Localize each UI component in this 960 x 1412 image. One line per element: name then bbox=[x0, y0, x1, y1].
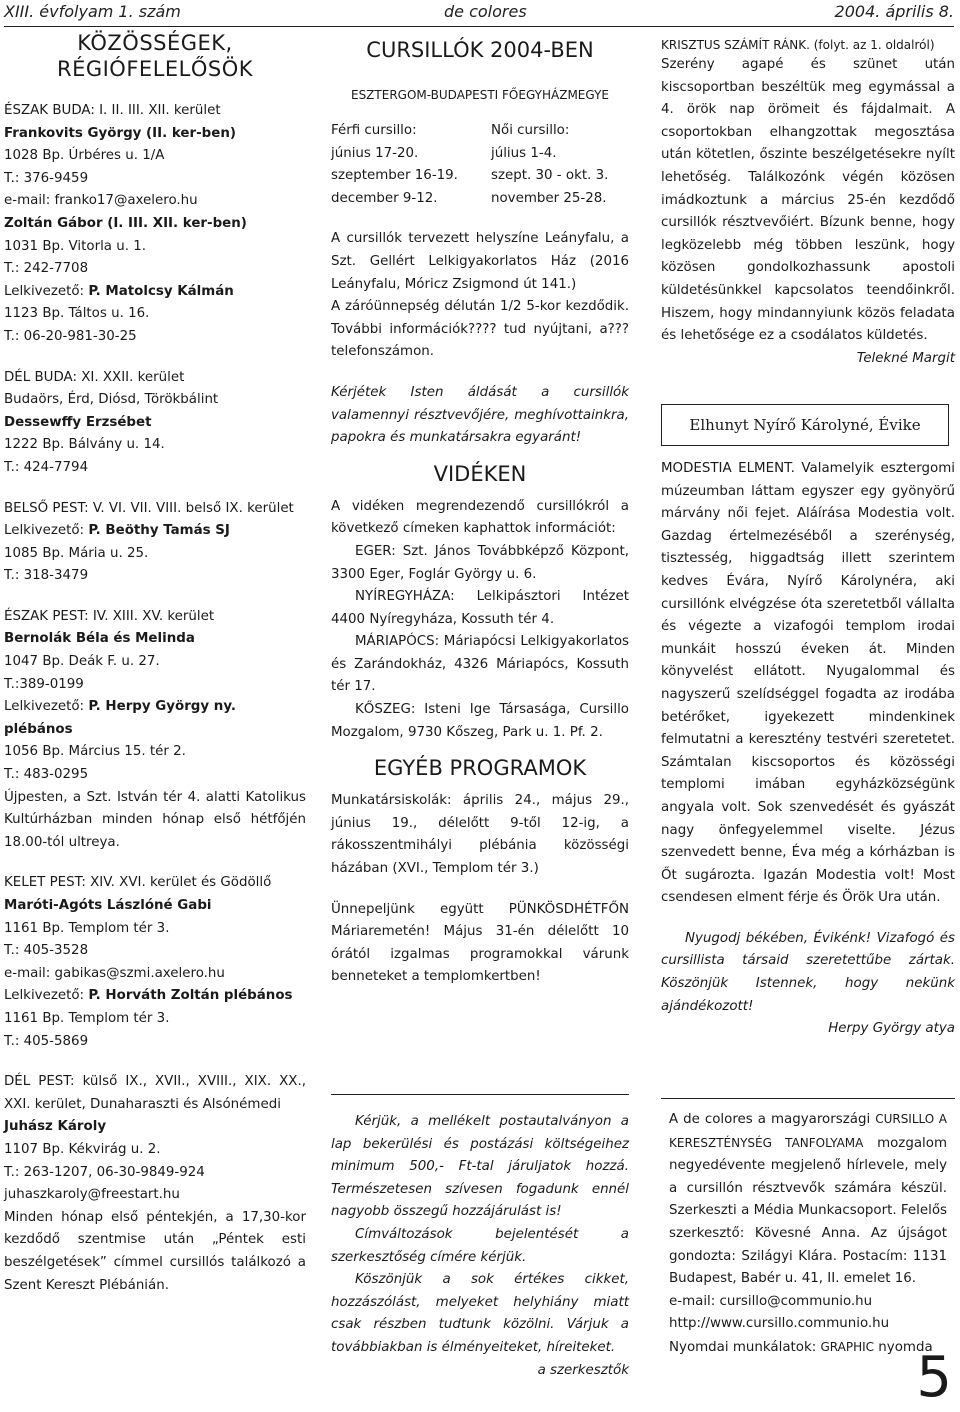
address: 1222 Bp. Bálvány u. 14. bbox=[4, 437, 165, 453]
spiritual-leader bbox=[4, 696, 306, 741]
address: 1161 Bp. Templom tér 3. bbox=[4, 920, 170, 936]
address: 1028 Bp. Úrbéres u. 1/A bbox=[4, 148, 165, 164]
obituary bbox=[661, 458, 955, 1041]
imprint-printer bbox=[669, 1336, 947, 1360]
leader-name: P. Matolcsy Kálmán bbox=[88, 283, 234, 299]
address: 1047 Bp. Deák F. u. 27. bbox=[4, 654, 160, 670]
leader-name: P. Herpy György ny. plébános bbox=[4, 699, 236, 737]
videken-nyiregyhaza: NYÍREGYHÁZA: Lelkipásztori Intézet 4400 Nyíregyháza, Kossuth tér 4. bbox=[331, 589, 629, 627]
region-heading: BELSŐ PEST: V. VI. VII. VIII. belső IX. kerület bbox=[4, 500, 294, 516]
contact-name: Frankovits György (II. ker-ben) bbox=[4, 125, 237, 141]
videken-intro: A vidéken megrendezendő cursillókról a következő címeken kaphattok információt: bbox=[331, 498, 629, 537]
obituary-title-box: Elhunyt Nyírő Károlyné, Évike bbox=[661, 404, 949, 446]
editorial-notice bbox=[331, 1111, 629, 1382]
imprint-details: mozgalom negyedévente megjelenő hírlevele, mely a cursillón résztvevők számára készül. Szerkeszti a Média Munkacsoport. Felelős szerkesztő: Kövesné Anna. Az újságot gondozta: Szilágyi Klára. Postacím: 1131 Budapest, Babér u. 41, II. emelet 16. bbox=[669, 1135, 947, 1287]
email: e-mail: franko17@axelero.hu bbox=[4, 193, 198, 209]
videken-koszeg: KŐSZEG: Isteni Ige Társasága, Cursillo Mozgalom, 9730 Kőszeg, Park u. 1. Pf. 2. bbox=[331, 702, 629, 740]
archdiocese-subtitle: ESZTERGOM-BUDAPESTI FŐEGYHÁZMEGYE bbox=[350, 88, 609, 102]
address-change-note: Címváltozások bejelentését a szerkesztőség címére kérjük. bbox=[331, 1226, 629, 1265]
printer-name: GRAPHIC bbox=[820, 1339, 875, 1354]
region-eszak-buda bbox=[4, 100, 306, 349]
article-body: Szerény agapé és szünet után kiscsoportban beszéltük meg egymással a 4. örök nap örömeit és fájdalmait. A csoportokban elhangzottak megosztása után kötetlen, őszinte beszélgetésekre nyílt lehetőség. Találkozónk végén közösen imádkoztunk a március 25-én kezdődő cursillók résztvevőiért. Bízunk benne, hogy legközelebb még többen leszünk, hogy közösen gondolkozhassunk apostoli küldetésünkkel kapcsolatos teendőinkről. Hiszem, hogy mindannyiunk közös feladata és lehetősége ez a csodálatos küldetés. bbox=[661, 57, 955, 344]
phone: T.: 263-1207, 06-30-9849-924 bbox=[4, 1164, 205, 1180]
phone: T.: 242-7708 bbox=[4, 261, 89, 277]
label: Lelkivezető: bbox=[4, 523, 89, 539]
communities-column bbox=[4, 30, 306, 1297]
schedule-date: június 17-20. bbox=[331, 145, 419, 161]
region-heading: ÉSZAK PEST: IV. XIII. XV. kerület bbox=[4, 608, 215, 624]
communities-title-line2: RÉGIÓFELELŐSÖK bbox=[56, 57, 254, 81]
venue-paragraph: A cursillók tervezett helyszíne Leányfalu, a Szt. Gellért Lelkigyakorlatos Ház (2016 Leányfalu, Móricz Zsigmond út 141.) bbox=[331, 231, 629, 292]
issue-label: XIII. évfolyam 1. szám bbox=[4, 2, 181, 21]
thanks-note: Köszönjük a sok értékes cikket, hozzászólást, melyeket helyhiány miatt csak részben tudtunk közölni. Várjuk a továbbiakban is élményeiteket, híreiteket. bbox=[331, 1272, 629, 1355]
spiritual-leader bbox=[4, 281, 306, 304]
leader-name: P. Beöthy Tamás SJ bbox=[88, 523, 230, 539]
cursillos-column bbox=[331, 30, 629, 989]
women-schedule bbox=[491, 120, 608, 210]
meeting-note: Minden hónap első péntekjén, a 17,30-kor kezdődő szentmise után „Péntek esti beszélgetések” címmel cursillós találkozó a Szent Kereszt Plébánián. bbox=[4, 1209, 306, 1293]
towns: Budaörs, Érd, Diósd, Törökbálint bbox=[4, 392, 219, 408]
region-del-pest bbox=[4, 1071, 306, 1297]
label: nyomda bbox=[874, 1339, 933, 1355]
obituary-farewell: Nyugodj békében, Évikénk! Vizafogó és cursillista társaid szeretettűbe zártak. Köszönjük Istennek, hogy nekünk ajándékozott! bbox=[661, 930, 955, 1014]
prayer-request: Kérjétek Isten áldását a cursillók valamennyi résztvevőjére, meghívottainkra, papokra és munkatársakra egyaránt! bbox=[331, 384, 629, 446]
label: Lelkivezető: bbox=[4, 699, 89, 715]
communities-title-line1: KÖZÖSSÉGEK, bbox=[77, 31, 233, 55]
phone: T.: 376-9459 bbox=[4, 170, 89, 186]
address: 1123 Bp. Táltos u. 16. bbox=[4, 306, 150, 322]
phone: T.: 405-5869 bbox=[4, 1033, 89, 1049]
address: 1085 Bp. Mária u. 25. bbox=[4, 545, 149, 561]
phone: T.: 405-3528 bbox=[4, 943, 89, 959]
obituary-body: MODESTIA ELMENT. Valamelyik esztergomi múzeumban láttam egyszer egy gyönyörű márvány női fejet. Aláírása Modestia volt. Gazdag értelmezéséből a szerénység, tisztesség, higgadtság illett szerintem kedves Évára, Nyírő Károlynéra, aki cursillónk elvégzése óta szeretetből vállalta és végezte a vizafogói templom irodai munkáit hosszú éveken át. Minden könyvelést ellátott. Nyugalommal és nagyszerű szelídséggel fogadta az irodába betérőket, igyekezett mindenkinek felmutatni a keresztény testvéri szeretetet. Számtalan kiscsoportos és közösségi templomi imában egyházközségünk angyala volt. Sok szenvedését és gyászát nagy önfegyelemmel viselte. Jézus szenvedett benne, Éva még a kórházban is Őt sugározta. Igazán Modestia volt! Most csendesen elment férje és Örök Ura után. bbox=[661, 461, 955, 906]
spiritual-leader bbox=[4, 520, 306, 543]
address: 1031 Bp. Vitorla u. 1. bbox=[4, 238, 147, 254]
schedule-date: szeptember 16-19. bbox=[331, 168, 458, 184]
egyeb-workshops: Munkatársiskolák: április 24., május 29., június 19., délelőtt 9-től 12-ig, a rákosszentmihályi plébánia közösségi házában (XVI., Templom tér 3.) bbox=[331, 793, 629, 877]
region-kelet-pest bbox=[4, 872, 306, 1053]
label: Lelkivezető: bbox=[4, 988, 89, 1004]
videken-eger: EGER: Szt. János Továbbképző Központ, 3300 Eger, Foglár György u. 6. bbox=[331, 543, 629, 582]
contact-name: Juhász Károly bbox=[4, 1119, 107, 1135]
region-heading: KELET PEST: XIV. XVI. kerület és Gödöllő bbox=[4, 875, 272, 891]
email: juhaszkaroly@freestart.hu bbox=[4, 1187, 180, 1203]
issue-date: 2004. április 8. bbox=[834, 2, 954, 21]
region-belso-pest bbox=[4, 498, 306, 588]
address: 1161 Bp. Templom tér 3. bbox=[4, 1010, 170, 1026]
page-header bbox=[4, 0, 954, 27]
videken-mariapocs: MÁRIAPÓCS: Máriapócsi Lelkigyakorlatos és Zarándokház, 4326 Máriapócs, Kossuth tér 17. bbox=[331, 634, 629, 695]
address: 1107 Bp. Kékvirág u. 2. bbox=[4, 1141, 161, 1157]
cursillos-title: CURSILLÓK 2004-BEN bbox=[366, 38, 594, 62]
contact-name: Dessewffy Erzsébet bbox=[4, 414, 152, 430]
email: e-mail: gabikas@szmi.axelero.hu bbox=[4, 965, 225, 981]
phone: T.: 318-3479 bbox=[4, 568, 89, 584]
men-schedule bbox=[331, 120, 491, 210]
contact-name: Maróti-Agóts Lászlóné Gabi bbox=[4, 898, 212, 913]
schedule-date: november 25-28. bbox=[491, 190, 607, 206]
meeting-note: Újpesten, a Szt. István tér 4. alatti Katolikus Kultúrházban minden hónap első hétfőjén 18.00-tól ultreya. bbox=[4, 789, 306, 850]
phone: T.: 06-20-981-30-25 bbox=[4, 328, 137, 344]
phone: T.: 483-0295 bbox=[4, 767, 89, 783]
label: Lelkivezető: bbox=[4, 283, 89, 299]
egyeb-pentecost: Ünnepeljünk együtt PÜNKÖSDHÉTFŐN Máriaremetén! Május 31-én délelőtt 10 órától izgalmas programokkal várunk benneteket a templomkertben! bbox=[331, 901, 629, 985]
article-signature: Telekné Margit bbox=[856, 350, 955, 366]
schedule-date: július 1-4. bbox=[491, 145, 557, 161]
contact-name: Zoltán Gábor (I. III. XII. ker-ben) bbox=[4, 215, 247, 231]
imprint bbox=[669, 1108, 947, 1360]
closing-paragraph: A záróünnepség délután 1/2 5-kor kezdődik. További információk???? tud nyújtani, a??? telefonszámon. bbox=[331, 299, 629, 360]
schedule-date: szept. 30 - okt. 3. bbox=[491, 168, 609, 184]
imprint-text bbox=[669, 1108, 947, 1291]
article-column bbox=[661, 36, 955, 370]
label: Nyomdai munkálatok: bbox=[669, 1339, 821, 1355]
men-schedule-heading: Férfi cursillo: bbox=[331, 123, 417, 138]
videken-title: VIDÉKEN bbox=[433, 461, 527, 486]
imprint-intro: A de colores a magyarországi bbox=[669, 1112, 876, 1127]
schedule-date: december 9-12. bbox=[331, 190, 438, 206]
notice-top-rule bbox=[331, 1094, 629, 1095]
phone: T.: 424-7794 bbox=[4, 459, 89, 475]
region-del-buda bbox=[4, 367, 306, 480]
schedule-table bbox=[331, 120, 629, 210]
egyeb-title: EGYÉB PROGRAMOK bbox=[373, 756, 587, 781]
imprint-website: http://www.cursillo.communio.hu bbox=[669, 1316, 890, 1332]
donation-request: Kérjük, a mellékelt postautalványon a lap bekerülési és postázási költségeihez minimum 500,- Ft-tal járuljatok hozzá. Természetesen szívesen fogadunk ennél nagyobb összegű hozzájárulást is! bbox=[331, 1114, 629, 1220]
imprint-top-rule bbox=[661, 1098, 955, 1099]
region-heading: ÉSZAK BUDA: I. II. III. XII. kerület bbox=[4, 103, 221, 118]
region-heading: DÉL PEST: külső IX., XVII., XVIII., XIX. XX., XXI. kerület, Dunaharaszti és Alsónémedi bbox=[4, 1074, 306, 1112]
address: 1056 Bp. Március 15. tér 2. bbox=[4, 744, 186, 760]
obituary-signature: Herpy György atya bbox=[828, 1021, 955, 1037]
region-heading: DÉL BUDA: XI. XXII. kerület bbox=[4, 369, 185, 385]
editors-signature: a szerkesztők bbox=[537, 1362, 629, 1378]
page-number: 5 bbox=[916, 1345, 952, 1410]
publication-name: de colores bbox=[444, 2, 527, 21]
region-eszak-pest bbox=[4, 606, 306, 855]
leader-name: P. Horváth Zoltán plébános bbox=[88, 988, 293, 1004]
contact-name: Bernolák Béla és Melinda bbox=[4, 631, 195, 647]
phone: T.:389-0199 bbox=[4, 676, 84, 692]
imprint-email: e-mail: cursillo@communio.hu bbox=[669, 1293, 873, 1309]
women-schedule-heading: Női cursillo: bbox=[491, 123, 570, 138]
spiritual-leader bbox=[4, 985, 306, 1008]
imprint-movement-name: CURSILLO A KERESZTÉNYSÉG TANFOLYAMA bbox=[669, 1112, 947, 1150]
continuation-label: KRISZTUS SZÁMÍT RÁNK. (folyt. az 1. oldalról) bbox=[661, 38, 935, 52]
